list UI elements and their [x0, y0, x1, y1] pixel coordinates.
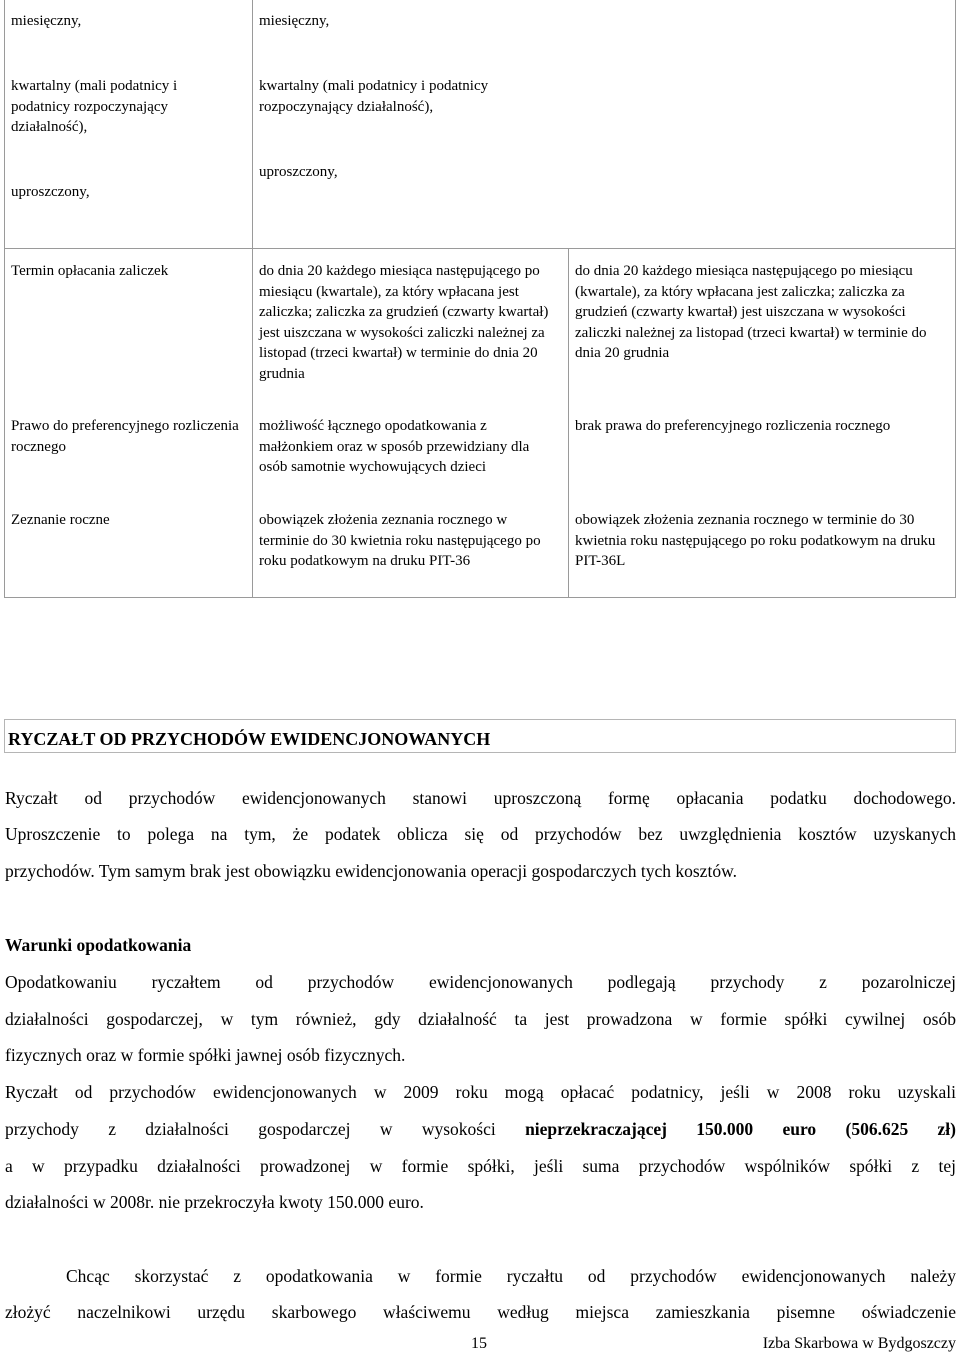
footer-organization: Izba Skarbowa w Bydgoszczy [762, 1335, 956, 1352]
para3-line-1: Chcąc skorzystać z opodatkowania w formie ryczałtu od przychodów ewidencjonowanych należy [66, 1266, 956, 1286]
table-cell-monthly-col2: miesięczny, [259, 13, 330, 29]
para1-line-1: Opodatkowaniu ryczałtem od przychodów ewidencjonowanych podlegają przychody z pozarolniczej [5, 972, 956, 992]
table-border-bottom [4, 597, 956, 598]
para2-line-1: Ryczałt od przychodów ewidencjonowanych w 2009 roku mogą opłacać podatnicy, jeśli w 2008 roku uzyskali [5, 1082, 956, 1102]
para2-line-2 [5, 1111, 956, 1148]
table-cell-preferential-settlement-col2: możliwość łącznego opodatkowania z małżonkiem oraz w sposób przewidziany dla osób samotnie wychowujących dzieci [259, 418, 530, 475]
para3-line-2: złożyć naczelnikowi urzędu skarbowego właściwemu według miejsca zamieszkania pisemne oświadczenie [5, 1302, 956, 1322]
table-divider-2 [568, 248, 569, 598]
table-cell-annual-return-col3: obowiązek złożenia zeznania rocznego w terminie do 30 kwietnia roku następującego po roku podatkowym na druku PIT-36L [575, 512, 936, 569]
table-cell-quarterly-col1: kwartalny (mali podatnicy i podatnicy rozpoczynający działalność), [11, 78, 178, 135]
table-cell-monthly-col1: miesięczny, [11, 13, 82, 29]
table-divider-1 [252, 0, 253, 598]
intro-line-2: Uproszczenie to polega na tym, że podatek oblicza się od przychodów bez uwzględnienia kosztów uzyskanych [5, 824, 956, 844]
para2-line-3: a w przypadku działalności prowadzonej w formie spółki, jeśli suma przychodów wspólników spółki z tej [5, 1156, 956, 1176]
para1-line-3: fizycznych oraz w formie spółki jawnej osób fizycznych. [5, 1045, 406, 1065]
para2-line-2-bold: nieprzekraczającej 150.000 euro (506.625 zł) [525, 1119, 957, 1139]
table-cell-preferential-settlement-col3: brak prawa do preferencyjnego rozliczenia rocznego [575, 418, 891, 434]
section-heading: RYCZAŁT OD PRZYCHODÓW EWIDENCJONOWANYCH [8, 729, 491, 749]
table-cell-simplified-col1: uproszczony, [11, 184, 90, 200]
table-cell-simplified-col2: uproszczony, [259, 164, 338, 180]
para1-line-2: działalności gospodarczej, w tym również, gdy działalność ta jest prowadzona w formie spółki cywilnej osób [5, 1009, 956, 1029]
table-cell-payment-deadline-col3: do dnia 20 każdego miesiąca następującego po miesiącu (kwartale), za który wpłacana jest zaliczka; zaliczka za grudzień (czwarty kwartał) jest uiszczana w wysokości zaliczki należnej za listopad (trzeci kwartał) w terminie do dnia 20 grudnia [575, 263, 927, 361]
para2-line-4: działalności w 2008r. nie przekroczyła kwoty 150.000 euro. [5, 1192, 424, 1212]
intro-line-3: przychodów. Tym samym brak jest obowiązku ewidencjonowania operacji gospodarczych tych kosztów. [5, 861, 737, 881]
table-cell-quarterly-col2: kwartalny (mali podatnicy i podatnicy rozpoczynający działalność), [259, 78, 489, 115]
table-label-preferential-settlement: Prawo do preferencyjnego rozliczenia rocznego [11, 418, 239, 455]
table-border-left [4, 0, 5, 598]
table-cell-annual-return-col2: obowiązek złożenia zeznania rocznego w terminie do 30 kwietnia roku następującego po roku podatkowym na druku PIT-36 [259, 512, 541, 569]
table-row-divider [4, 248, 956, 249]
subheading-taxation-conditions: Warunki opodatkowania [5, 935, 192, 955]
table-label-payment-deadline: Termin opłacania zaliczek [11, 263, 169, 279]
para2-line-2-text: przychody z działalności gospodarczej w wysokości [5, 1119, 526, 1139]
table-border-right [955, 0, 956, 598]
table-cell-payment-deadline-col2: do dnia 20 każdego miesiąca następującego po miesiącu (kwartale), za który wpłacana jest zaliczka; zaliczka za grudzień (czwarty kwartał) jest uiszczana w wysokości zaliczki należnej za listopad (trzeci kwartał) w terminie do dnia 20 grudnia [259, 263, 549, 382]
page-number: 15 [471, 1335, 487, 1352]
table-label-annual-return: Zeznanie roczne [11, 512, 110, 528]
intro-line-1: Ryczałt od przychodów ewidencjonowanych stanowi uproszczoną formę opłacania podatku dochodowego. [5, 788, 956, 808]
